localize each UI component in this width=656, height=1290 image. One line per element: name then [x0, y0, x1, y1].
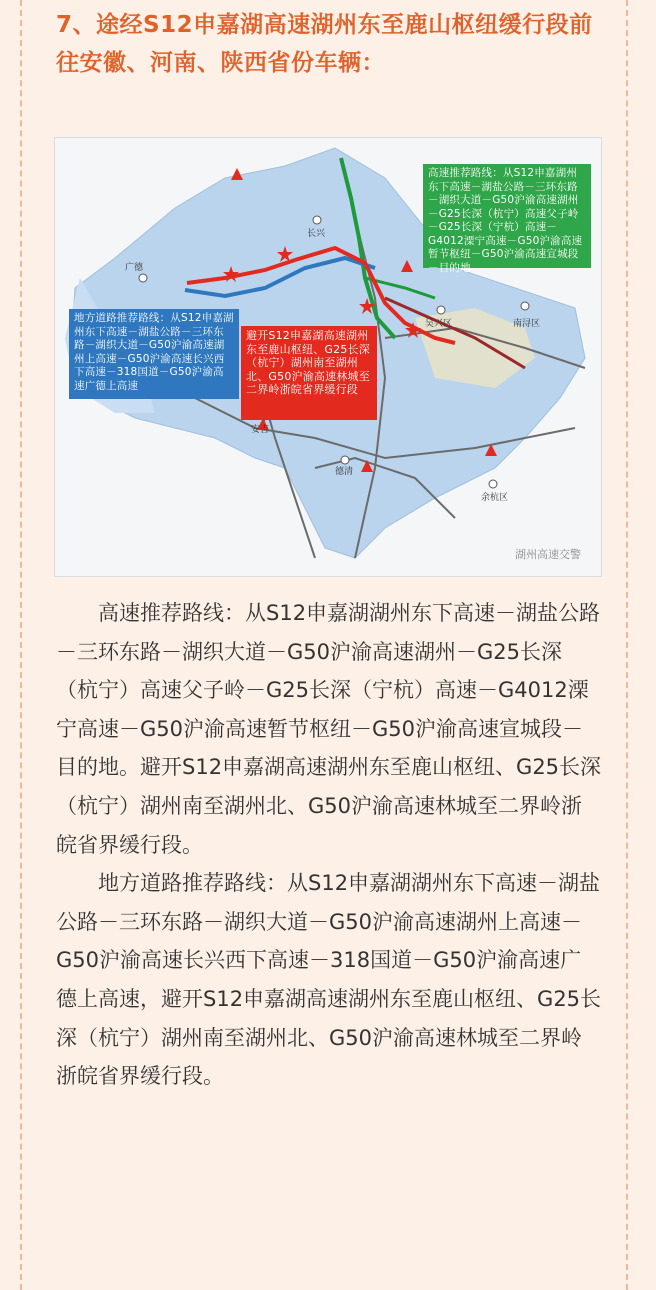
route-map: [54, 137, 602, 577]
city-dot: [313, 216, 321, 224]
mountain-icon: [231, 168, 243, 180]
avoid-section-callout: 避开S12申嘉湖高速湖州东至鹿山枢纽、G25长深（杭宁）湖州南至湖州北、G50沪渝高速林城至二界岭浙皖省界缓行段: [241, 326, 377, 420]
place-label-guangde: 广德: [125, 263, 144, 273]
section-title: 7、途经S12申嘉湖高速湖州东至鹿山枢纽缓行段前往安徽、河南、陕西省份车辆：: [56, 12, 593, 76]
paragraph-local-route: 地方道路推荐路线：从S12申嘉湖湖州东下高速－湖盐公路－三环东路－湖织大道－G50沪渝高速湖州上高速－G50沪渝高速长兴西下高速－318国道－G50沪渝高速广德上高速，避开S12申嘉湖高速湖州东至鹿山枢纽、G25长深（杭宁）湖州南至湖州北、G50沪渝高速林城至二界岭浙皖省界缓行段。: [56, 871, 602, 1089]
city-dot: [437, 306, 445, 314]
place-label-deqing: 德清: [335, 467, 354, 477]
article-body: [56, 594, 602, 1096]
place-label-wuxing: 吴兴区: [425, 319, 453, 329]
city-dot: [139, 274, 147, 282]
place-label-anji: 安吉: [251, 425, 270, 435]
paragraph-highway-route: 高速推荐路线：从S12申嘉湖湖州东下高速－湖盐公路－三环东路－湖织大道－G50沪渝高速湖州－G25长深（杭宁）高速父子岭－G25长深（宁杭）高速－G4012溧宁高速－G50沪渝高速暂节枢纽－G50沪渝高速宣城段－目的地。避开S12申嘉湖高速湖州东至鹿山枢纽、G25长深（杭宁）湖州南至湖州北、G50沪渝高速林城至二界岭浙皖省界缓行段。: [56, 601, 602, 857]
place-label-nanxun: 南浔区: [513, 319, 541, 329]
place-label-yuhang: 余杭区: [481, 493, 509, 503]
city-dot: [489, 480, 497, 488]
watermark: 湖州高速交警: [515, 548, 581, 561]
place-label-changxing: 长兴: [307, 229, 326, 239]
city-dot: [341, 456, 349, 464]
local-road-route-callout: 地方道路推荐路线：从S12申嘉湖州东下高速－湖盐公路－三环东路－湖织大道－G50沪渝高速湖州上高速－G50沪渝高速长兴西下高速－318国道－G50沪渝高速广德上高速: [69, 309, 239, 399]
city-dot: [521, 302, 529, 310]
highway-route-callout: 高速推荐路线：从S12申嘉湖州东下高速－湖盐公路－三环东路－湖织大道－G50沪渝高速湖州－G25长深（杭宁）高速父子岭－G25长深（宁杭）高速－G4012溧宁高速－G50沪渝高速暂节枢纽－G50沪渝高速宣城段－目的地: [423, 164, 591, 268]
